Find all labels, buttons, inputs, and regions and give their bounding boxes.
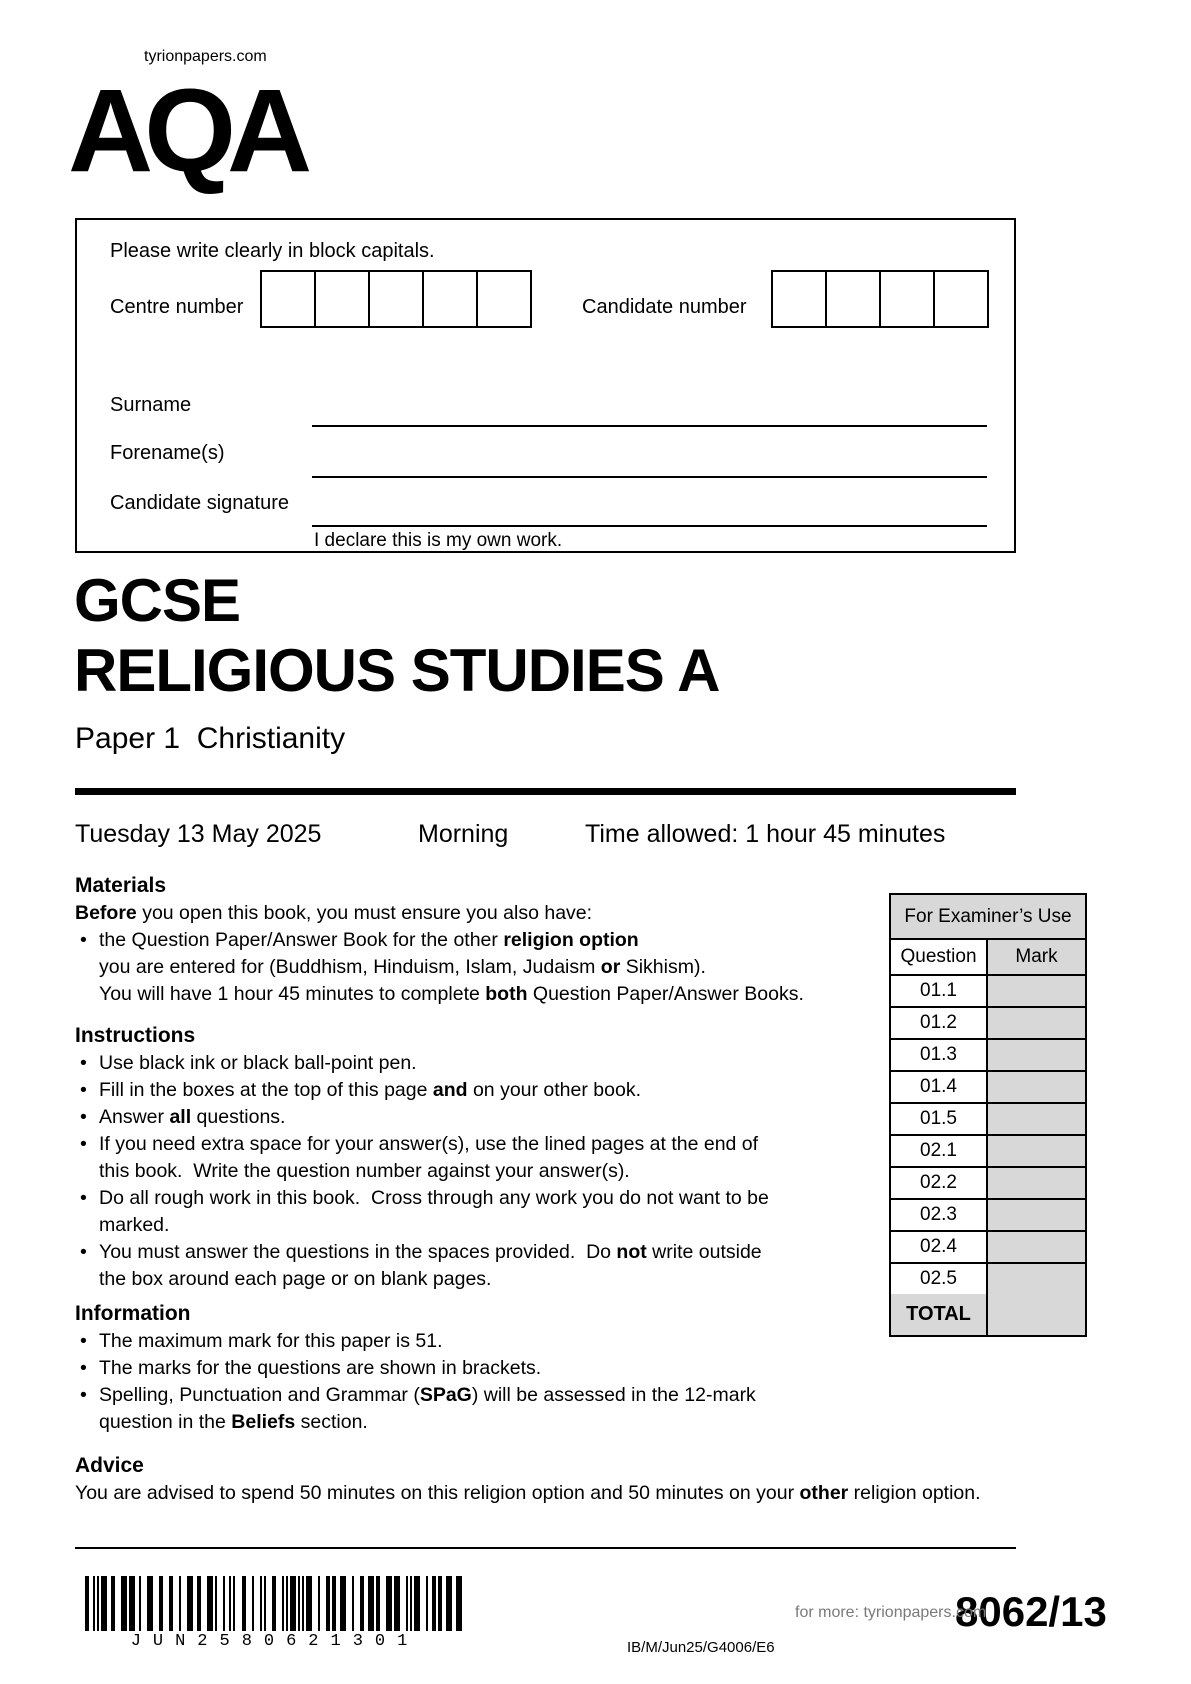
emphasized-text: SPaG bbox=[419, 1384, 472, 1406]
exam-session: Morning bbox=[418, 820, 509, 848]
mark-cell bbox=[988, 1168, 1085, 1198]
barcode-bar bbox=[129, 1576, 135, 1631]
text-segment: question in the bbox=[99, 1411, 232, 1433]
paper-code: 8062/13 bbox=[955, 1588, 1107, 1635]
barcode-bar bbox=[179, 1576, 181, 1631]
candidate-number-label: Candidate number bbox=[582, 296, 747, 318]
examiner-table-row bbox=[891, 1008, 1085, 1040]
question-number-cell: 01.2 bbox=[891, 1008, 988, 1038]
barcode-bar bbox=[121, 1576, 127, 1631]
time-allowed: Time allowed: 1 hour 45 minutes bbox=[585, 820, 946, 848]
bullet-line bbox=[99, 1050, 837, 1077]
barcode-bar bbox=[306, 1576, 312, 1631]
barcode-bar bbox=[360, 1576, 364, 1631]
barcode-bar bbox=[426, 1576, 428, 1631]
advice-section bbox=[75, 1452, 1016, 1507]
question-column-header: Question bbox=[891, 940, 988, 974]
text-segment: you are entered for (Buddhism, Hinduism, Islam, Judaism bbox=[99, 956, 601, 978]
number-cell bbox=[422, 272, 476, 326]
examiner-table bbox=[889, 893, 1087, 1337]
advice-text bbox=[75, 1480, 1016, 1507]
number-cell bbox=[825, 272, 879, 326]
question-number-cell: 02.4 bbox=[891, 1232, 988, 1262]
block-capitals-instruction: Please write clearly in block capitals. bbox=[110, 240, 435, 262]
text-segment: Answer bbox=[99, 1106, 170, 1128]
advice-heading: Advice bbox=[75, 1454, 144, 1477]
instructions-section bbox=[75, 1022, 837, 1293]
text-segment: on your other book. bbox=[467, 1079, 641, 1101]
barcode-bar bbox=[368, 1576, 374, 1631]
question-number-cell: 01.1 bbox=[891, 976, 988, 1006]
barcode-bar bbox=[446, 1576, 452, 1631]
examiner-table-row bbox=[891, 1168, 1085, 1200]
mark-cell bbox=[988, 1232, 1085, 1262]
total-mark-cell bbox=[988, 1294, 1085, 1335]
text-segment: the Question Paper/Answer Book for the other bbox=[99, 929, 504, 951]
barcode-bar bbox=[207, 1576, 213, 1631]
bullet-item bbox=[75, 927, 837, 1008]
bullet-line bbox=[99, 954, 837, 981]
bullet-line bbox=[99, 1212, 837, 1239]
materials-section bbox=[75, 872, 837, 1008]
barcode bbox=[85, 1576, 465, 1631]
barcode-bar bbox=[302, 1576, 304, 1631]
candidate-details-box bbox=[75, 218, 1016, 553]
bullet-item bbox=[75, 1355, 837, 1382]
qualification-title: GCSE bbox=[74, 567, 241, 634]
barcode-bar bbox=[332, 1576, 336, 1631]
materials-heading: Materials bbox=[75, 874, 167, 897]
mark-cell bbox=[988, 1072, 1085, 1102]
barcode-bar bbox=[432, 1576, 436, 1631]
barcode-bar bbox=[290, 1576, 296, 1631]
barcode-bar bbox=[93, 1576, 95, 1631]
number-cell bbox=[476, 272, 530, 326]
barcode-bar bbox=[340, 1576, 346, 1631]
emphasized-text: all bbox=[169, 1106, 192, 1128]
question-number-cell: 01.3 bbox=[891, 1040, 988, 1070]
barcode-bar bbox=[326, 1576, 330, 1631]
question-number-cell: 02.5 bbox=[891, 1264, 988, 1294]
barcode-bar bbox=[197, 1576, 201, 1631]
surname-write-line bbox=[312, 425, 987, 427]
barcode-bar bbox=[159, 1576, 163, 1631]
top-watermark: tyrionpapers.com bbox=[144, 48, 267, 65]
information-bullets bbox=[75, 1328, 837, 1436]
barcode-bar bbox=[414, 1576, 420, 1631]
barcode-bar bbox=[215, 1576, 217, 1631]
text-segment: Sikhism). bbox=[620, 956, 706, 978]
emphasized-text: or bbox=[600, 956, 621, 978]
number-cell bbox=[933, 272, 987, 326]
barcode-bar bbox=[456, 1576, 462, 1631]
barcode-bar bbox=[223, 1576, 225, 1631]
text-segment: Question Paper/Answer Books. bbox=[527, 983, 804, 1005]
text-segment: ) will be assessed in the 12-mark bbox=[471, 1384, 756, 1406]
mark-cell bbox=[988, 1008, 1085, 1038]
text-segment: If you need extra space for your answer(s), use the lined pages at the end of bbox=[99, 1133, 759, 1155]
mark-cell bbox=[988, 1104, 1085, 1134]
bullet-line bbox=[99, 1131, 837, 1158]
aqa-logo: AQA bbox=[68, 65, 304, 197]
examiner-table-title: For Examiner’s Use bbox=[891, 895, 1085, 940]
barcode-bar bbox=[282, 1576, 284, 1631]
text-segment: write outside bbox=[646, 1241, 762, 1263]
number-cell bbox=[368, 272, 422, 326]
barcode-bar bbox=[318, 1576, 320, 1631]
barcode-text: JUN2580621301 bbox=[130, 1632, 420, 1651]
examiner-table-row bbox=[891, 1136, 1085, 1168]
barcode-bar bbox=[147, 1576, 153, 1631]
text-segment: marked. bbox=[99, 1214, 170, 1236]
subject-title: RELIGIOUS STUDIES A bbox=[74, 637, 720, 704]
barcode-bar bbox=[233, 1576, 235, 1631]
barcode-bar bbox=[272, 1576, 276, 1631]
text-segment: the box around each page or on blank pages. bbox=[99, 1268, 492, 1290]
barcode-bar bbox=[229, 1576, 231, 1631]
barcode-bar bbox=[394, 1576, 400, 1631]
bullet-line bbox=[99, 1382, 837, 1409]
mark-cell bbox=[988, 1264, 1085, 1294]
exam-date: Tuesday 13 May 2025 bbox=[75, 820, 322, 848]
bullet-item bbox=[75, 1050, 837, 1077]
examiner-table-total-row bbox=[891, 1294, 1085, 1335]
text-segment: You will have 1 hour 45 minutes to complete bbox=[99, 983, 486, 1005]
paper-title: Paper 1 Christianity bbox=[75, 722, 346, 755]
barcode-bar bbox=[264, 1576, 266, 1631]
mark-cell bbox=[988, 1136, 1085, 1166]
barcode-bar bbox=[101, 1576, 107, 1631]
number-cell bbox=[773, 272, 825, 326]
barcode-bar bbox=[352, 1576, 354, 1631]
emphasized-text: and bbox=[432, 1079, 468, 1101]
bullet-item bbox=[75, 1382, 837, 1436]
barcode-bar bbox=[85, 1576, 89, 1631]
bullet-item bbox=[75, 1131, 837, 1185]
bullet-line bbox=[99, 1355, 837, 1382]
bullet-item bbox=[75, 1077, 837, 1104]
bullet-line bbox=[99, 927, 837, 954]
surname-label: Surname bbox=[110, 394, 192, 416]
bullet-line bbox=[99, 1158, 837, 1185]
barcode-bar bbox=[97, 1576, 99, 1631]
emphasized-text: not bbox=[616, 1241, 647, 1263]
mark-cell bbox=[988, 976, 1085, 1006]
mark-cell bbox=[988, 1040, 1085, 1070]
examiner-table-header-row bbox=[891, 940, 1085, 976]
examiner-table-row bbox=[891, 1264, 1085, 1294]
text-segment: You are advised to spend 50 minutes on this religion option and 50 minutes on your bbox=[75, 1482, 800, 1504]
number-cell bbox=[314, 272, 368, 326]
signature-write-line bbox=[312, 525, 987, 527]
examiner-table-row bbox=[891, 1040, 1085, 1072]
bullet-item bbox=[75, 1328, 837, 1355]
barcode-bar bbox=[286, 1576, 288, 1631]
examiner-table-row bbox=[891, 976, 1085, 1008]
text-segment: Fill in the boxes at the top of this page bbox=[99, 1079, 433, 1101]
barcode-bar bbox=[242, 1576, 246, 1631]
question-number-cell: 01.5 bbox=[891, 1104, 988, 1134]
emphasized-text: religion option bbox=[503, 929, 639, 951]
barcode-bar bbox=[187, 1576, 193, 1631]
text-segment: religion option. bbox=[848, 1482, 981, 1504]
barcode-bar bbox=[438, 1576, 442, 1631]
text-segment: Do all rough work in this book. Cross through any work you do not want to be bbox=[99, 1187, 769, 1209]
paper-reference: IB/M/Jun25/G4006/E6 bbox=[627, 1639, 775, 1656]
text-segment: questions. bbox=[191, 1106, 286, 1128]
barcode-bar bbox=[260, 1576, 262, 1631]
text-segment: you open this book, you must ensure you also have: bbox=[136, 902, 593, 924]
bullet-line bbox=[99, 1077, 837, 1104]
mark-column-header: Mark bbox=[988, 940, 1085, 974]
bullet-line bbox=[99, 1104, 837, 1131]
barcode-bar bbox=[386, 1576, 392, 1631]
forename-label: Forename(s) bbox=[110, 442, 225, 464]
centre-number-cells bbox=[260, 270, 532, 328]
text-segment: The maximum mark for this paper is 51. bbox=[99, 1330, 443, 1352]
examiner-table-row bbox=[891, 1104, 1085, 1136]
barcode-bar bbox=[298, 1576, 300, 1631]
barcode-bar bbox=[410, 1576, 412, 1631]
bullet-line bbox=[99, 981, 837, 1008]
barcode-bar bbox=[139, 1576, 141, 1631]
examiner-table-row bbox=[891, 1072, 1085, 1104]
information-section bbox=[75, 1300, 837, 1436]
barcode-bar bbox=[376, 1576, 380, 1631]
text-segment: The marks for the questions are shown in brackets. bbox=[99, 1357, 542, 1379]
text-segment: this book. Write the question number against your answer(s). bbox=[99, 1160, 630, 1182]
emphasized-text: Before bbox=[75, 902, 137, 924]
number-cell bbox=[262, 272, 314, 326]
bullet-item bbox=[75, 1239, 837, 1293]
instructions-bullets bbox=[75, 1050, 837, 1293]
text-segment: Spelling, Punctuation and Grammar ( bbox=[99, 1384, 420, 1406]
text-segment: section. bbox=[295, 1411, 368, 1433]
question-number-cell: 01.4 bbox=[891, 1072, 988, 1102]
question-number-cell: 02.2 bbox=[891, 1168, 988, 1198]
question-number-cell: 02.3 bbox=[891, 1200, 988, 1230]
barcode-bar bbox=[169, 1576, 173, 1631]
text-segment: You must answer the questions in the spaces provided. Do bbox=[99, 1241, 617, 1263]
bullet-item bbox=[75, 1185, 837, 1239]
bullet-item bbox=[75, 1104, 837, 1131]
footer-rule bbox=[75, 1547, 1016, 1549]
emphasized-text: both bbox=[485, 983, 528, 1005]
bullet-line bbox=[99, 1239, 837, 1266]
bullet-line bbox=[99, 1185, 837, 1212]
number-cell bbox=[879, 272, 933, 326]
examiner-table-row bbox=[891, 1232, 1085, 1264]
materials-bullets bbox=[75, 927, 837, 1008]
barcode-bar bbox=[111, 1576, 115, 1631]
title-divider-rule bbox=[75, 788, 1016, 795]
emphasized-text: Beliefs bbox=[231, 1411, 296, 1433]
bullet-line bbox=[99, 1409, 837, 1436]
declaration-text: I declare this is my own work. bbox=[314, 530, 563, 551]
centre-number-label: Centre number bbox=[110, 296, 244, 318]
forename-write-line bbox=[312, 476, 987, 478]
mark-cell bbox=[988, 1200, 1085, 1230]
barcode-bar bbox=[406, 1576, 408, 1631]
total-label: TOTAL bbox=[891, 1294, 988, 1335]
examiner-table-rows bbox=[891, 976, 1085, 1294]
candidate-number-cells bbox=[771, 270, 989, 328]
footer-watermark: for more: tyrionpapers.com bbox=[795, 1604, 987, 1621]
information-heading: Information bbox=[75, 1302, 191, 1325]
barcode-bar bbox=[252, 1576, 254, 1631]
bullet-line bbox=[99, 1328, 837, 1355]
candidate-signature-label: Candidate signature bbox=[110, 492, 290, 514]
question-number-cell: 02.1 bbox=[891, 1136, 988, 1166]
text-segment: Use black ink or black ball-point pen. bbox=[99, 1052, 417, 1074]
instructions-heading: Instructions bbox=[75, 1024, 196, 1047]
examiner-table-row bbox=[891, 1200, 1085, 1232]
materials-intro bbox=[75, 900, 837, 927]
emphasized-text: other bbox=[799, 1482, 849, 1504]
bullet-line bbox=[99, 1266, 837, 1293]
